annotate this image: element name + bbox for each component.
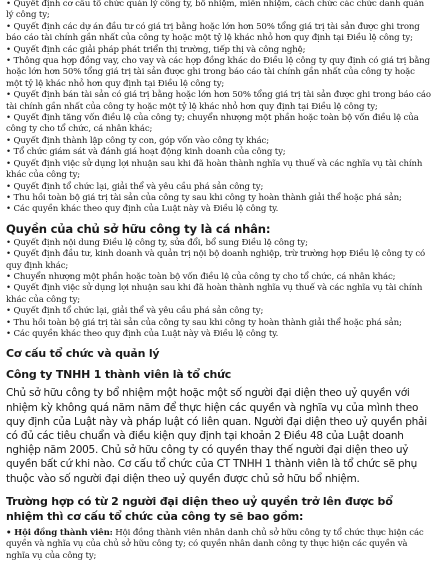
list-item-lead: • Hội đồng thành viên: <box>6 527 113 538</box>
list-item: • Thông qua hợp đồng vay, cho vay và các hợp đồng khác do Điều lệ công ty quy định có giá trị bằng hoặc lớn hơn 50% tổng giá trị tài sản được ghi trong báo cáo tài chính gần nhất của công ty hoặc một tỷ lệ khác nhỏ hơn quy định tại Điều lệ công ty; <box>6 56 430 89</box>
list-item: • Quyết định tổ chức lại, giải thể và yêu cầu phá sản công ty; <box>6 306 264 317</box>
list-item: • Quyết định cơ cấu tổ chức quản lý công ty, bổ nhiệm, miễn nhiệm, cách chức các chức danh quản lý công ty; <box>6 0 425 21</box>
owner-rights-list-organization <box>6 0 431 216</box>
section-heading-structure: Cơ cấu tổ chức và quản lý <box>6 347 160 361</box>
list-item: • Tổ chức giám sát và đánh giá hoạt động kinh doanh của công ty; <box>6 147 286 158</box>
list-item: • Quyết định việc sử dụng lợi nhuận sau khi đã hoàn thành nghĩa vụ thuế và các nghĩa vụ tài chính khác của công ty; <box>6 283 423 305</box>
section-heading-org-llc: Công ty TNHH 1 thành viên là tổ chức <box>6 368 232 382</box>
list-item: • Các quyền khác theo quy định của Luật này và Điều lệ công ty. <box>6 328 279 339</box>
list-item: • Quyết định nội dung Điều lệ công ty, sửa đổi, bổ sung Điều lệ công ty; <box>6 237 308 248</box>
list-item: • Quyết định các dự án đầu tư có giá trị bằng hoặc lớn hơn 50% tổng giá trị tài sản được ghi trong báo cáo tài chính gần nhất của công ty hoặc một tỷ lệ khác nhỏ hơn quy định tại Điều lệ công ty; <box>6 21 420 44</box>
list-item: • Quyết định tăng vốn điều lệ của công ty; chuyển nhượng một phần hoặc toàn bộ vốn điều lệ của công ty cho tổ chức, cá nhân khác; <box>6 113 419 135</box>
list-item: • Thu hồi toàn bộ giá trị tài sản của công ty sau khi công ty hoàn thành giải thể hoặc phá sản; <box>6 317 402 328</box>
section-heading-individual-owner-rights: Quyền của chủ sở hữu công ty là cá nhân: <box>6 221 271 236</box>
list-item: • Quyết định thành lập công ty con, góp vốn vào công ty khác; <box>6 135 269 146</box>
list-item: • Quyết định việc sử dụng lợi nhuận sau khi đã hoàn thành nghĩa vụ thuế và các nghĩa vụ tài chính khác của công ty; <box>6 158 423 181</box>
list-item: • Thu hồi toàn bộ giá trị tài sản của công ty sau khi công ty hoàn thành giải thể hoặc phá sản; <box>6 192 402 203</box>
list-item: • Quyết định tổ chức lại, giải thể và yêu cầu phá sản công ty; <box>6 181 264 192</box>
list-item <box>6 528 431 562</box>
body-paragraph: Chủ sở hữu công ty bổ nhiệm một hoặc một số người đại diện theo uỷ quyền với nhiệm kỳ không quá năm năm để thực hiện các quyền và nghĩa vụ của mình theo quy định của Luật này và pháp luật có liên quan. Người đại diện theo uỷ quyền phải có đủ các tiêu chuẩn và điều kiện quy định tại khoản 2 Điều 48 của Luật doanh nghiệp năm 2005. Chủ sở hữu công ty có quyền thay thế người đại diện theo uỷ quyền bất cứ khi nào. Cơ cấu tổ chức của CT TNHH 1 thành viên là tổ chức sẽ phụ thuộc vào số người đại diện theo uỷ quyền được chủ sở hữu bổ nhiệm. <box>6 387 427 485</box>
list-item: • Quyết định bán tài sản có giá trị bằng hoặc lớn hơn 50% tổng giá trị tài sản được ghi trong báo cáo tài chính gần nhất của công ty hoặc một tỷ lệ khác nhỏ hơn quy định tại Điều lệ công ty; <box>6 90 431 112</box>
section-heading-multi-representative: Trường hợp có từ 2 người đại diện theo uỷ quyền trở lên được bổ nhiệm thì cơ cấu tổ chức của công ty sẽ bao gồm: <box>6 494 393 523</box>
list-item: • Chuyển nhượng một phần hoặc toàn bộ vốn điều lệ của công ty cho tổ chức, cá nhân khác; <box>6 271 396 282</box>
list-item-text: Hội đồng thành viên nhân danh chủ sở hữu công ty tổ chức thực hiện các quyền và nghĩa vụ của chủ sở hữu công ty; có quyền nhân danh công ty thực hiện các quyền và nghĩa vụ của công ty; <box>6 527 424 561</box>
list-item: • Các quyền khác theo quy định của Luật này và Điều lệ công ty. <box>6 204 279 215</box>
list-item: • Quyết định đầu tư, kinh doanh và quản trị nội bộ doanh nghiệp, trừ trường hợp Điều lệ công ty có quy định khác; <box>6 249 426 271</box>
list-item: • Quyết định các giải pháp phát triển thị trường, tiếp thị và công nghệ; <box>6 44 306 55</box>
owner-rights-list-individual <box>6 238 431 341</box>
